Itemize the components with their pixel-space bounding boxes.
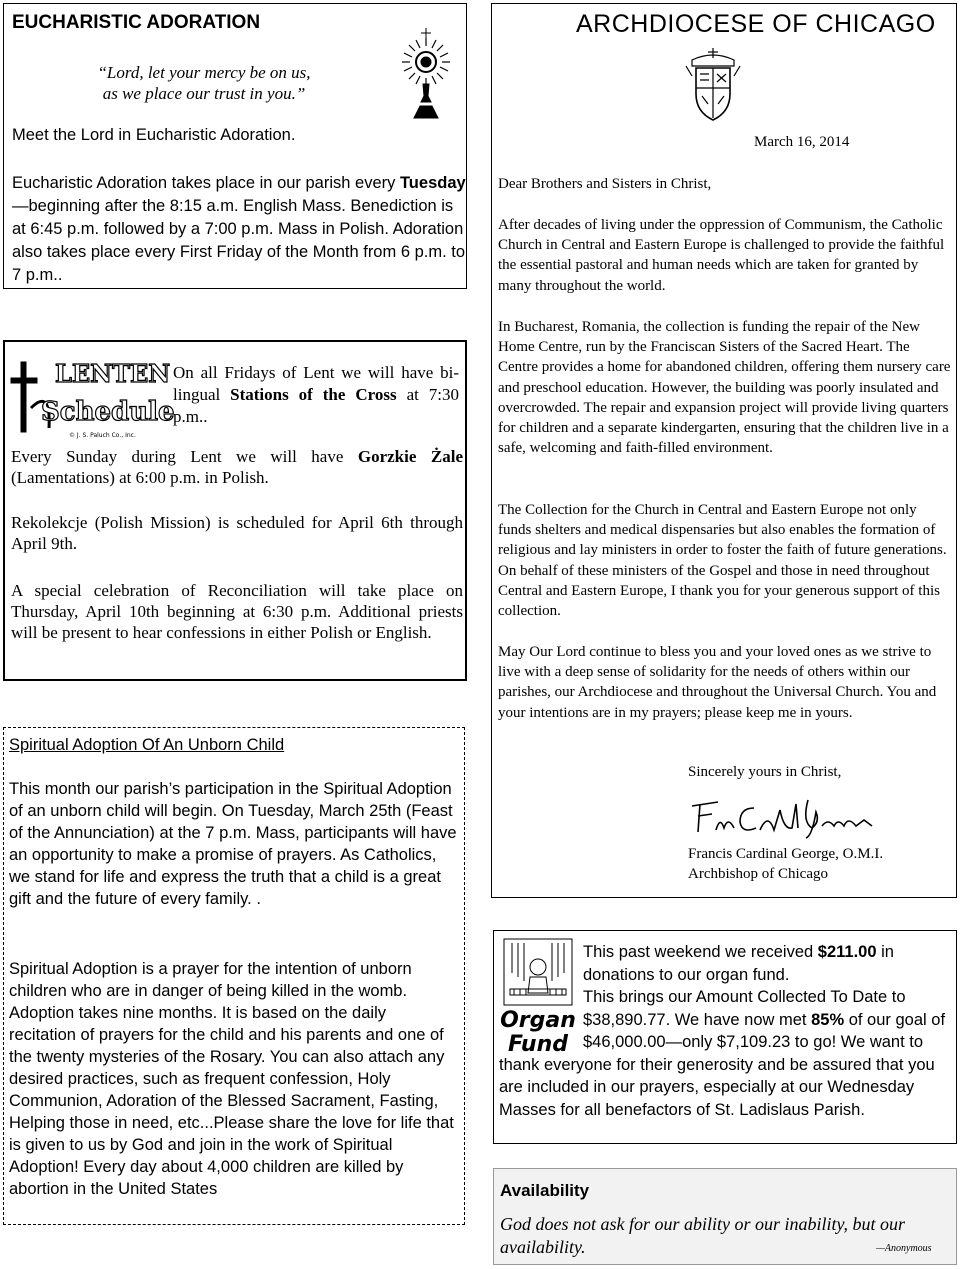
lenten-schedule-logo bbox=[11, 348, 175, 440]
quote-line-2: as we place our trust in you.” bbox=[102, 84, 306, 103]
eucharistic-adoration-box bbox=[3, 3, 467, 289]
quote-line-1: “Lord, let your mercy be on us, bbox=[97, 63, 311, 82]
letter-closing: Sincerely yours in Christ, bbox=[688, 764, 842, 780]
progress-post: of our goal of $46,000.00—only $7,109.23 to go! We want to thank everyone for their generosity and be assured that you are included in our prayers, especially at our Wednesday Masses for all benefactors of St. Ladislaus Parish. bbox=[499, 1010, 946, 1119]
lenten-logo-word-2: Schedule bbox=[41, 397, 175, 427]
schedule-day: Tuesday bbox=[399, 174, 466, 192]
organ-progress-text bbox=[499, 986, 951, 1121]
donation-pre: This past weekend we received bbox=[583, 943, 818, 961]
sunday-bold: Gorzkie Żale bbox=[357, 447, 463, 466]
stations-of-cross-text bbox=[173, 362, 459, 428]
eucharistic-meet-text: Meet the Lord in Eucharistic Adoration. bbox=[12, 126, 296, 144]
schedule-rest: —beginning after the 8:15 a.m. English Mass. Benediction is at 6:45 p.m. followed by a 7:00 p.m. Mass in Polish. Adoration also takes place every First Friday of the Month from 6 p.m. to 7 p.m.. bbox=[12, 197, 466, 284]
availability-heading: Availability bbox=[500, 1181, 590, 1200]
rekolekcje-text: Rekolekcje (Polish Mission) is scheduled for April 6th through April 9th. bbox=[11, 513, 463, 553]
schedule-prefix: Eucharistic Adoration takes place in our parish every bbox=[12, 174, 400, 192]
letter-para-4: May Our Lord continue to bless you and your loved ones as we strive to live with a deep sense of solidarity for the needs of others within our parishes, our Archdiocese and throughout the Universal Church. You and your intentions are in my prayers; please keep me in yours. bbox=[498, 644, 937, 721]
letter-date: March 16, 2014 bbox=[754, 134, 850, 150]
letter-para-3: The Collection for the Church in Central and Eastern Europe not only funds shelters and medical dispensaries but also enables the formation of religious and lay ministers in order to foster the faith of future generations. On behalf of these ministers of the Gospel and those in need throughout Central and Eastern Europe, I thank you for your generous support of this collection. bbox=[498, 502, 947, 620]
logo-wrap-spacer bbox=[499, 986, 583, 1052]
archdiocese-header: ARCHDIOCESE OF CHICAGO bbox=[576, 10, 936, 38]
eucharistic-quote bbox=[64, 62, 344, 104]
donation-post: in donations to our organ fund. bbox=[583, 943, 894, 984]
stations-pre: On all Fridays of Lent we will have bi-lingual bbox=[173, 363, 459, 404]
organ-logo-word-2: Fund bbox=[508, 1032, 568, 1057]
progress-pre: This brings our Amount Collected To Date to $38,890.77. We have now met bbox=[583, 988, 906, 1029]
signer-name: Francis Cardinal George, O.M.I. bbox=[688, 846, 884, 862]
spiritual-adoption-heading: Spiritual Adoption Of An Unborn Child bbox=[9, 736, 285, 754]
availability-author: —Anonymous bbox=[876, 1243, 932, 1254]
organ-logo-word-1: Organ bbox=[500, 1008, 576, 1033]
lenten-logo-credit: © J. S. Paluch Co., Inc. bbox=[69, 432, 136, 439]
letter-para-2: In Bucharest, Romania, the collection is funding the repair of the New Home Centre, run by the Franciscan Sisters of the Sacred Heart. The Centre provides a home for abandoned children, offering them nursery care and preschool education. However, the building was poorly insulated and overcrowded. The repair and expansion project will provide living quarters for children and a separate kindergarten, ensuring that the children live in a safe, welcoming and faith-filled environment. bbox=[498, 319, 951, 457]
spiritual-adoption-box bbox=[3, 727, 465, 1225]
lenten-schedule-box bbox=[3, 340, 467, 681]
sunday-pre: Every Sunday during Lent we will have bbox=[11, 447, 358, 466]
donation-amount: $211.00 bbox=[817, 943, 877, 961]
spiritual-adoption-para-2: Spiritual Adoption is a prayer for the intention of unborn children who are in danger of being killed in the womb. Adoption takes nine months. It is based on the daily recitation of prayers for the child and his parents and one of the twenty mysteries of the Rosary. You can also attach any desired practices, such as frequent confession, Holy Communion, Adoration of the Blessed Sacrament, Fasting, Helping those in need, etc...Please share the love for life that is given to us by God and join in the work of Spiritual Adoption! Every day about 4,000 children are killed by abortion in the United States bbox=[9, 960, 454, 1198]
gorzkie-zale-text bbox=[11, 446, 463, 488]
reconciliation-text: A special celebration of Reconciliation will take place on Thursday, April 10th beginning at 6:30 p.m. Additional priests will be present to hear confessions in either Polish or English. bbox=[11, 581, 463, 642]
organ-fund-box bbox=[493, 930, 957, 1144]
archdiocese-letter-box bbox=[491, 3, 957, 898]
spiritual-adoption-para-1: This month our parish’s participation in the Spiritual Adoption of an unborn child will begin. On Tuesday, March 25th (Feast of the Annunciation) at the 7 p.m. Mass, participants will have an opportunity to make a promise of prayers. As Catholics, we stand for life and express the truth that a child is a great gift and the future of every family. . bbox=[9, 780, 457, 908]
lenten-logo-word-1: LENTEN bbox=[55, 359, 171, 388]
sunday-post: (Lamentations) at 6:00 p.m. in Polish. bbox=[11, 468, 269, 487]
availability-box bbox=[493, 1168, 957, 1265]
availability-quote: God does not ask for our ability or our inability, but our availability. bbox=[500, 1214, 906, 1257]
letter-greeting: Dear Brothers and Sisters in Christ, bbox=[498, 176, 712, 192]
letter-para-1: After decades of living under the oppression of Communism, the Catholic Church in Central and Eastern Europe is challenged to provide the faithful the essential pastoral and human needs which are taken for granted by many throughout the world. bbox=[498, 217, 945, 294]
eucharistic-schedule-text bbox=[12, 172, 466, 287]
stations-post: at 7:30 p.m.. bbox=[173, 385, 459, 426]
monstrance-icon bbox=[398, 26, 454, 120]
signer-title: Archbishop of Chicago bbox=[688, 866, 828, 882]
progress-percent: 85% bbox=[811, 1010, 845, 1029]
eucharistic-title: EUCHARISTIC ADORATION bbox=[12, 12, 261, 33]
signature-image bbox=[688, 792, 888, 840]
coat-of-arms-icon bbox=[684, 46, 742, 122]
organ-weekend-donation bbox=[583, 941, 949, 986]
stations-bold: Stations of the Cross bbox=[230, 385, 397, 404]
